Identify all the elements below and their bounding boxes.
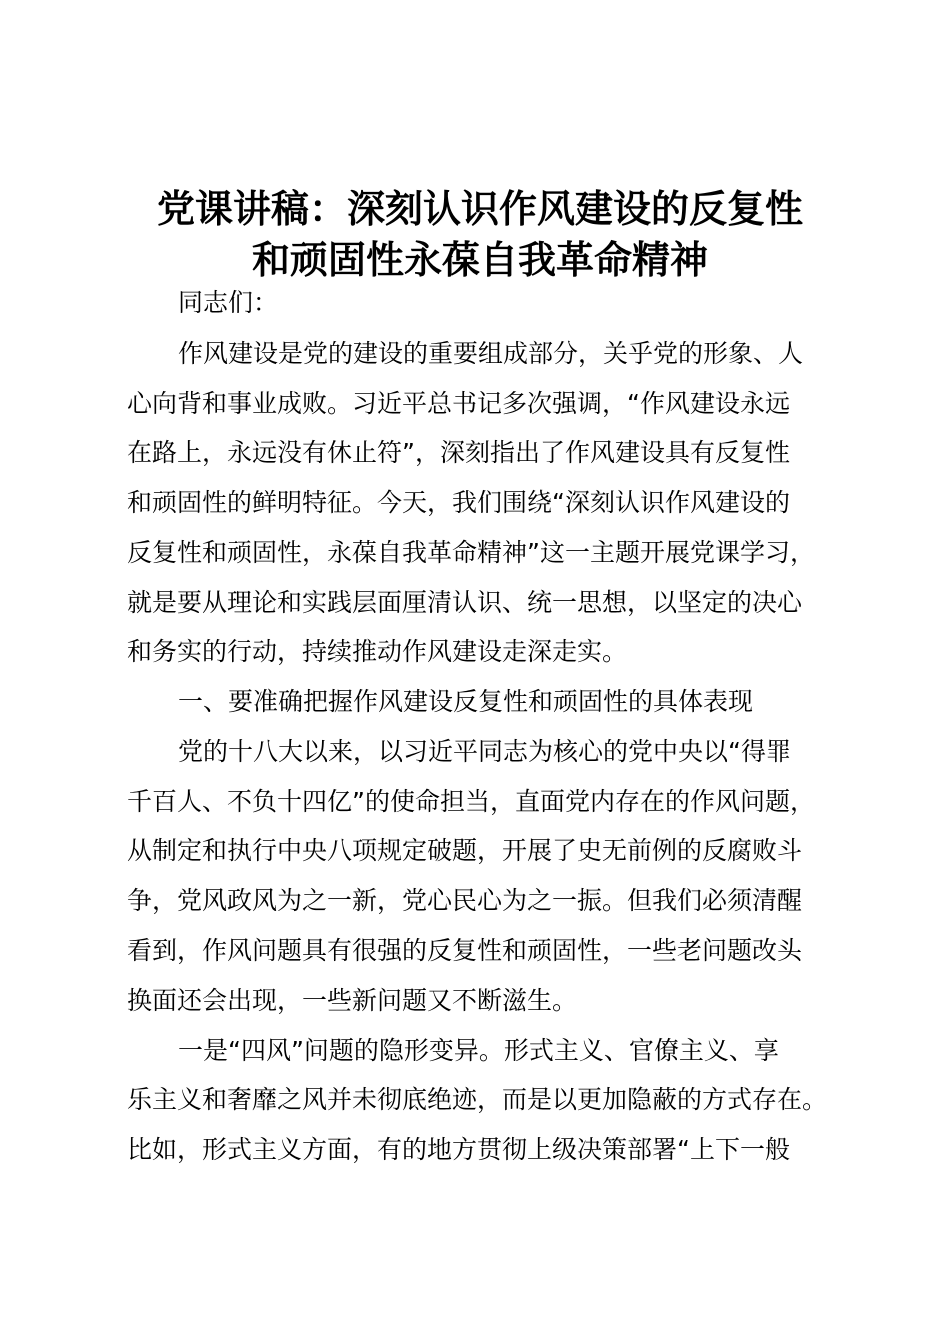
paragraph-line: 争，党风政风为之一新，党心民心为之一振。但我们必须清醒: [127, 886, 803, 915]
paragraph-line: 心向背和事业成败。习近平总书记多次强调，“作风建设永远: [127, 389, 790, 418]
salutation: 同志们：: [178, 288, 279, 317]
paragraph-line: 反复性和顽固性，永葆自我革命精神”这一主题开展党课学习，: [127, 538, 815, 567]
paragraph-line: 和务实的行动，持续推动作风建设走深走实。: [127, 637, 628, 666]
paragraph-line: 换面还会出现，一些新问题又不断滋生。: [127, 986, 578, 1015]
paragraph-line: 党的十八大以来，以习近平同志为核心的党中央以“得罪: [178, 737, 791, 766]
paragraph-line: 在路上，永远没有休止符”，深刻指出了作风建设具有反复性: [127, 438, 790, 467]
paragraph-line: 从制定和执行中央八项规定破题，开展了史无前例的反腐败斗: [127, 836, 803, 865]
document-title-line-2: 和顽固性永葆自我革命精神: [251, 238, 708, 282]
paragraph-line: 和顽固性的鲜明特征。今天，我们围绕“深刻认识作风建设的: [127, 488, 790, 517]
document-title-line-1: 党课讲稿：深刻认识作风建设的反复性: [156, 187, 803, 231]
paragraph-line: 一是“四风”问题的隐形变异。形式主义、官僚主义、享: [178, 1036, 779, 1065]
paragraph-line: 就是要从理论和实践层面厘清认识、统一思想，以坚定的决心: [127, 588, 803, 617]
section-heading: 一、要准确把握作风建设反复性和顽固性的具体表现: [178, 687, 754, 716]
paragraph-line: 看到，作风问题具有很强的反复性和顽固性，一些老问题改头: [127, 936, 803, 965]
paragraph-line: 乐主义和奢靡之风并未彻底绝迹，而是以更加隐蔽的方式存在。: [127, 1085, 828, 1114]
paragraph-line: 千百人、不负十四亿”的使命担当，直面党内存在的作风问题，: [127, 787, 815, 816]
paragraph-line: 作风建设是党的建设的重要组成部分，关乎党的形象、人: [178, 339, 804, 368]
paragraph-line: 比如，形式主义方面，有的地方贯彻上级决策部署“上下一般: [127, 1135, 790, 1164]
